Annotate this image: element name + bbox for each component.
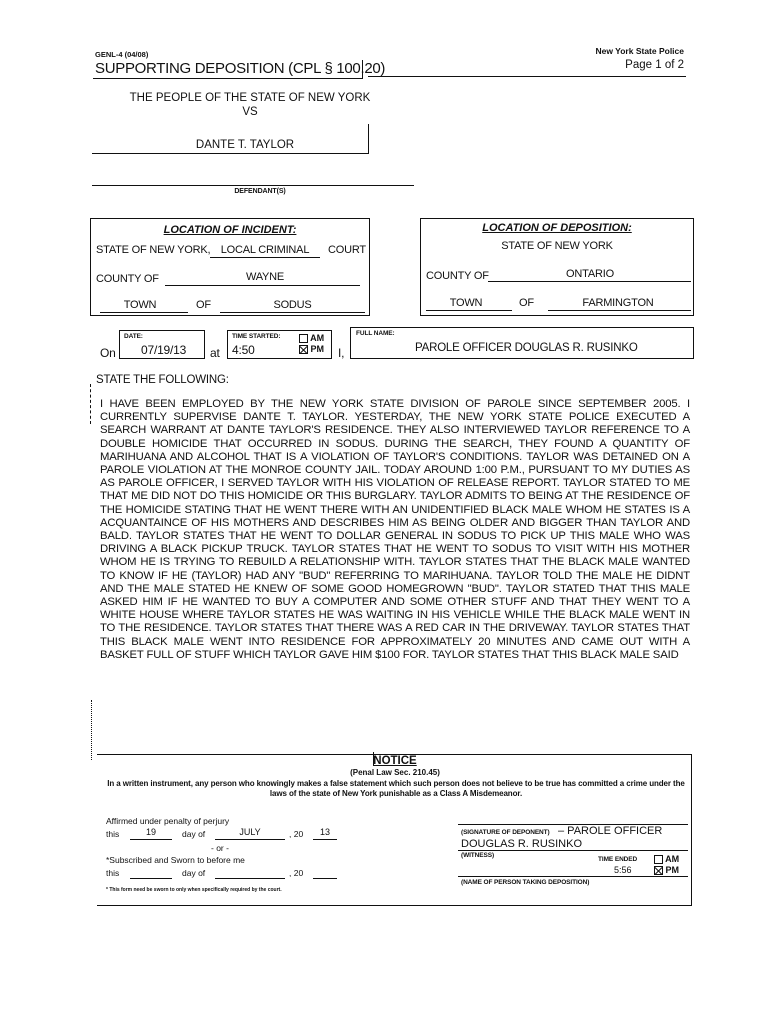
incident-county-value: WAYNE bbox=[245, 271, 285, 283]
notice-title: NOTICE bbox=[373, 755, 417, 767]
agency-name: New York State Police bbox=[595, 46, 684, 56]
deposition-town-label: TOWN bbox=[449, 297, 483, 309]
form-title: SUPPORTING DEPOSITION (CPL § 100.20) bbox=[95, 60, 386, 77]
time-started-label: TIME STARTED: bbox=[232, 333, 281, 340]
form-code: GENL-4 (04/08) bbox=[95, 50, 149, 59]
affirm-year-prefix: , 20 bbox=[289, 829, 304, 839]
sworn-label: *Subscribed and Sworn to before me bbox=[106, 855, 245, 865]
incident-town-value: SODUS bbox=[273, 299, 312, 311]
time-ended-am-option bbox=[654, 854, 679, 864]
pm-label: PM bbox=[310, 344, 325, 354]
person-taking-line bbox=[458, 876, 688, 877]
vs-label: VS bbox=[242, 106, 258, 118]
sworn-year-prefix: , 20 bbox=[289, 868, 304, 878]
on-label: On bbox=[100, 346, 116, 360]
affirm-this-label: this bbox=[106, 829, 120, 839]
date-value: 07/19/13 bbox=[141, 343, 187, 357]
sworn-day-of-label: day of bbox=[182, 868, 206, 878]
caption-rule-1 bbox=[92, 153, 369, 154]
deposition-county-label: COUNTY OF bbox=[426, 270, 489, 282]
defendant-label: DEFENDANT(S) bbox=[234, 188, 286, 195]
header-rule bbox=[368, 76, 686, 77]
defendant-name: DANTE T. TAYLOR bbox=[195, 139, 295, 151]
affirm-day-value: 19 bbox=[145, 827, 156, 837]
full-name-value: PAROLE OFFICER DOUGLAS R. RUSINKO bbox=[415, 342, 638, 354]
caption-bracket bbox=[368, 124, 369, 154]
affirm-month-value: JULY bbox=[239, 827, 261, 837]
incident-town-line bbox=[100, 312, 188, 313]
title-underline bbox=[93, 78, 363, 79]
incident-town-value-line bbox=[220, 312, 365, 313]
title-divider bbox=[362, 60, 363, 79]
i-label: I, bbox=[338, 346, 345, 360]
sworn-month-line bbox=[215, 878, 285, 879]
incident-heading: LOCATION OF INCIDENT: bbox=[163, 224, 297, 236]
affirmed-label: Affirmed under penalty of perjury bbox=[106, 816, 230, 826]
ended-am-checkbox bbox=[654, 855, 663, 864]
person-taking-label: (NAME OF PERSON TAKING DEPOSITION) bbox=[461, 879, 590, 886]
at-label: at bbox=[210, 346, 220, 360]
deposition-county-line bbox=[488, 281, 691, 282]
affirm-day-line bbox=[130, 839, 172, 840]
time-started-value: 4:50 bbox=[232, 343, 255, 357]
deposition-town-line bbox=[426, 310, 512, 311]
incident-county-line bbox=[165, 285, 360, 286]
incident-state-label: STATE OF NEW YORK, bbox=[96, 244, 211, 256]
incident-county-label: COUNTY OF bbox=[96, 273, 159, 285]
deposition-town-value-line bbox=[548, 310, 691, 311]
notice-text: In a written instrument, any person who knowingly makes a false statement which such person does not believe to be true has committed a crime under the laws of the state of New York punishable as a Class A Misdemeanor. bbox=[107, 779, 685, 798]
ended-pm-label: PM bbox=[665, 865, 680, 875]
sworn-day-line bbox=[130, 878, 172, 879]
deposition-state-label: STATE OF NEW YORK bbox=[501, 240, 613, 252]
deposition-county-value: ONTARIO bbox=[566, 268, 614, 280]
incident-of-label: OF bbox=[196, 299, 211, 311]
ended-am-label: AM bbox=[665, 854, 680, 864]
signature-label: (SIGNATURE OF DEPONENT) bbox=[461, 829, 550, 836]
notice-law: (Penal Law Sec. 210.45) bbox=[350, 768, 440, 777]
am-checkbox bbox=[299, 334, 308, 343]
affirm-month-line bbox=[215, 839, 285, 840]
sworn-footnote: * This form need be sworn to only when specifically required by the court. bbox=[106, 887, 282, 893]
statement-lower-margin-mark bbox=[91, 700, 92, 760]
incident-court-line bbox=[210, 257, 320, 258]
page-label: Page 1 of 2 bbox=[625, 59, 684, 71]
sworn-this-label: this bbox=[106, 868, 120, 878]
affirm-year-line bbox=[313, 839, 337, 840]
caption-rule-2 bbox=[92, 185, 414, 186]
incident-court-label: COURT bbox=[328, 244, 366, 256]
deposition-town-value: FARMINGTON bbox=[582, 297, 654, 309]
people-caption: THE PEOPLE OF THE STATE OF NEW YORK bbox=[129, 92, 371, 104]
time-started-pm-option bbox=[299, 344, 324, 354]
deposition-heading: LOCATION OF DEPOSITION: bbox=[482, 222, 632, 234]
time-ended-value: 5:56 bbox=[614, 865, 632, 875]
statement-margin-mark bbox=[90, 384, 91, 424]
statement-body: I HAVE BEEN EMPLOYED BY THE NEW YORK STATE DIVISION OF PAROLE SINCE SEPTEMBER 2005. I CURRENTLY SUPERVISE DANTE T. TAYLOR. YESTERDAY, THE NEW YORK STATE POLICE EXECUTED A SEARCH WARRANT AT DANTE TAYLOR'S RESIDENCE. THEY ALSO INTERVIEWED TAYLOR REFERENCE TO A DOUBLE HOMICIDE THAT OCCURRED IN SODUS. DURING THE SEARCH, THEY FOUND A QUANTITY OF MARIHUANA AND ALCOHOL THAT IS A VIOLATION OF TAYLOR'S CONDITIONS. TAYLOR WAS DETAINED ON A PAROLE VIOLATION AT THE MONROE COUNTY JAIL. TODAY AROUND 1:00 P.M., PURSUANT TO MY DUTIES AS AS PAROLE OFFICER, I SERVED TAYLOR WITH HIS VIOLATION OF RELEASE REPORT. TAYLOR STATED TO ME THAT ME DID NOT DO THIS HOMICIDE OR THIS BURGLARY. TAYLOR ADMITS TO BEING AT THE RESIDENCE OF THE HOMICIDE STATING THAT HE WENT THERE WITH AN UNIDENTIFIED BLACK MALE WHOM HE STATES IS A ACQUANTAINCE OF HIS MOTHERS AND DESCRIBES HIM AS BEING OLDER AND BIGGER THAN TAYLOR AND BALD. TAYLOR STATES THAT HE WENT TO DOLLAR GENERAL IN SODUS TO PICK UP THIS MALE WHO WAS DRIVING A BLACK PICKUP TRUCK. TAYLOR STATES THAT HE WENT TO SODUS TO VISIT WITH HIS MOTHER WHOM HE IS TRYING TO REBUILD A RELATIONSHIP WITH. TAYLOR STATES THAT THE BLACK MALE WANTED TO KNOW IF HE (TAYLOR) HAD ANY "BUD" REFERRING TO MARIHUANA. TAYLOR TOLD THE MALE HE DIDNT AND THE MALE STATED HE KNEW OF SOME GOOD HOMEGROWN "BUD". TAYLOR STATED THAT THIS MALE ASKED HIM IF HE WANTED TO BUY A COMPUTER AND SOME OTHER STUFF AND THAT THEY WENT TO A WHITE HOUSE WHERE TAYLOR STATES HE WAS WAITING IN HIS VEHICLE WHILE THE BLACK MALE WENT IN TO THE RESIDENCE. TAYLOR STATES THAT THERE WAS A RED CAR IN THE DRIVEWAY. TAYLOR STATES THAT THIS BLACK MALE WENT INTO RESIDENCE FOR APPROXIMATELY 20 MINUTES AND CAME OUT WITH A BASKET FULL OF STUFF WHICH TAYLOR GAVE HIM $100 FOR. TAYLOR STATES THAT THIS BLACK MALE SAID bbox=[100, 398, 690, 661]
witness-label: (WITNESS) bbox=[461, 852, 495, 859]
deponent-signature-value-2: DOUGLAS R. RUSINKO bbox=[461, 838, 583, 850]
deposition-of-label: OF bbox=[519, 297, 534, 309]
sworn-year-line bbox=[313, 878, 337, 879]
affirm-or-label: - or - bbox=[211, 843, 229, 853]
affirm-year-value: 13 bbox=[319, 827, 330, 837]
time-started-am-option bbox=[299, 333, 324, 343]
am-label: AM bbox=[310, 333, 325, 343]
statement-intro: STATE THE FOLLOWING: bbox=[96, 374, 229, 386]
date-label: DATE: bbox=[124, 333, 143, 340]
full-name-label: FULL NAME: bbox=[356, 330, 395, 337]
incident-court-value: LOCAL CRIMINAL bbox=[220, 244, 310, 256]
ended-pm-checkbox-checked bbox=[654, 866, 663, 875]
deponent-signature-value-1: – PAROLE OFFICER bbox=[558, 825, 663, 837]
pm-checkbox-checked bbox=[299, 345, 308, 354]
time-ended-label: TIME ENDED bbox=[598, 856, 638, 863]
time-ended-pm-option bbox=[654, 865, 679, 875]
incident-town-label: TOWN bbox=[123, 299, 157, 311]
affirm-day-of-label: day of bbox=[182, 829, 206, 839]
witness-line bbox=[458, 850, 688, 851]
